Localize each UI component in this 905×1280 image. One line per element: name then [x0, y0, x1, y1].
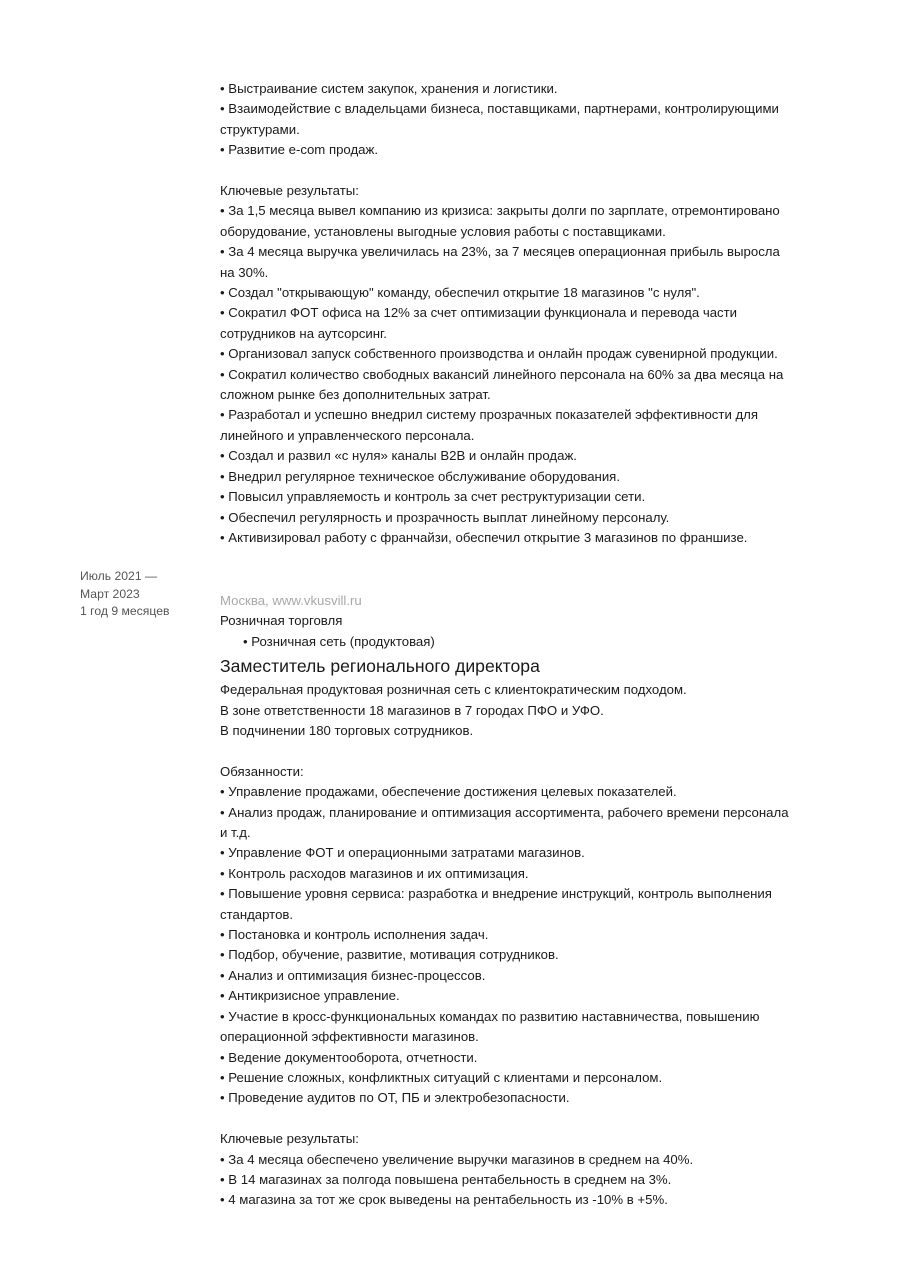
text-line: структурами.: [220, 121, 300, 137]
period-end: Март 2023: [80, 586, 140, 601]
industry-subcategory: • Розничная сеть (продуктовая): [243, 633, 435, 649]
text-line: • Внедрил регулярное техническое обслуживание оборудования.: [220, 468, 620, 484]
text-line: • Сократил количество свободных вакансий линейного персонала на 60% за два месяца на: [220, 366, 784, 382]
text-line: линейного и управленческого персонала.: [220, 427, 475, 443]
previous-job-results: [220, 201, 860, 548]
job-title: Заместитель регионального директора: [220, 656, 540, 677]
text-line: • Участие в кросс-функциональных командах по развитию наставничества, повышению: [220, 1008, 760, 1024]
text-line: • Ведение документооборота, отчетности.: [220, 1049, 478, 1065]
text-line: сложном рынке без дополнительных затрат.: [220, 387, 491, 403]
text-line: • Разработал и успешно внедрил систему прозрачных показателей эффективности для: [220, 407, 759, 423]
text-line: В подчинении 180 торговых сотрудников.: [220, 723, 474, 739]
text-line: • За 1,5 месяца вывел компанию из кризиса: закрыты долги по зарплате, отремонтировано: [220, 203, 780, 219]
text-line: • Анализ продаж, планирование и оптимизация ассортимента, рабочего времени персонала: [220, 804, 789, 820]
job-section: [220, 591, 860, 1211]
text-line: • В 14 магазинах за полгода повышена рентабельность в среднем на 3%.: [220, 1171, 672, 1187]
text-line: • Решение сложных, конфликтных ситуаций с клиентами и персоналом.: [220, 1069, 663, 1085]
industry: Розничная торговля: [220, 613, 343, 629]
text-line: • За 4 месяца обеспечено увеличение выручки магазинов в среднем на 40%.: [220, 1151, 694, 1167]
text-line: • Повысил управляемость и контроль за счет реструктуризации сети.: [220, 489, 646, 505]
text-line: • Активизировал работу с франчайзи, обеспечил открытие 3 магазинов по франшизе.: [220, 529, 748, 545]
text-line: операционной эффективности магазинов.: [220, 1029, 479, 1045]
text-line: • Анализ и оптимизация бизнес-процессов.: [220, 967, 486, 983]
text-line: • Обеспечил регулярность и прозрачность выплат линейному персоналу.: [220, 509, 670, 525]
text-line: • Выстраивание систем закупок, хранения и логистики.: [220, 81, 558, 96]
job-results: [220, 1150, 860, 1211]
text-line: • Постановка и контроль исполнения задач.: [220, 927, 489, 943]
text-line: • Контроль расходов магазинов и их оптимизация.: [220, 865, 529, 881]
company-location: Москва, www.vkusvill.ru: [220, 593, 362, 608]
text-line: • Управление ФОТ и операционными затратами магазинов.: [220, 845, 585, 861]
text-line: на 30%.: [220, 264, 269, 280]
job-description: [220, 680, 860, 741]
previous-job-section: [220, 79, 860, 548]
spacer: [220, 1109, 860, 1129]
text-line: • Организовал запуск собственного производства и онлайн продаж сувенирной продукции.: [220, 346, 778, 362]
text-line: • Проведение аудитов по ОТ, ПБ и электробезопасности.: [220, 1090, 570, 1106]
spacer: [220, 161, 860, 181]
job-period: [80, 568, 210, 621]
text-line: • Управление продажами, обеспечение достижения целевых показателей.: [220, 784, 677, 800]
period-duration: 1 год 9 месяцев: [80, 604, 170, 619]
text-line: сотрудников на аутсорсинг.: [220, 325, 387, 341]
text-line: и т.д.: [220, 825, 251, 841]
text-line: • Подбор, обучение, развитие, мотивация сотрудников.: [220, 947, 559, 963]
text-line: • Сократил ФОТ офиса на 12% за счет оптимизации функционала и перевода части: [220, 305, 738, 321]
text-line: • 4 магазина за тот же срок выведены на рентабельность из -10% в +5%.: [220, 1192, 668, 1208]
previous-job-duties-tail: [220, 79, 860, 161]
duties-heading: Обязанности:: [220, 763, 304, 779]
text-line: • Антикризисное управление.: [220, 988, 400, 1004]
text-line: • Развитие e-com продаж.: [220, 142, 378, 158]
text-line: • Создал "открывающую" команду, обеспечил открытие 18 магазинов "с нуля".: [220, 285, 700, 301]
text-line: оборудование, установлены выгодные условия работы с поставщиками.: [220, 223, 666, 239]
job-duties: [220, 782, 860, 1109]
text-line: • Повышение уровня сервиса: разработка и внедрение инструкций, контроль выполнения: [220, 886, 772, 902]
text-line: стандартов.: [220, 906, 294, 922]
text-line: В зоне ответственности 18 магазинов в 7 городах ПФО и УФО.: [220, 702, 604, 718]
text-line: • Создал и развил «с нуля» каналы B2B и онлайн продаж.: [220, 448, 577, 464]
spacer: [220, 741, 860, 761]
results-heading: Ключевые результаты:: [220, 183, 359, 199]
text-line: Федеральная продуктовая розничная сеть с клиентократическим подходом.: [220, 682, 687, 698]
period-start: Июль 2021 —: [80, 569, 158, 583]
text-line: • Взаимодействие с владельцами бизнеса, поставщиками, партнерами, контролирующими: [220, 101, 779, 117]
results-heading: Ключевые результаты:: [220, 1131, 359, 1147]
text-line: • За 4 месяца выручка увеличилась на 23%, за 7 месяцев операционная прибыль выросла: [220, 244, 780, 260]
